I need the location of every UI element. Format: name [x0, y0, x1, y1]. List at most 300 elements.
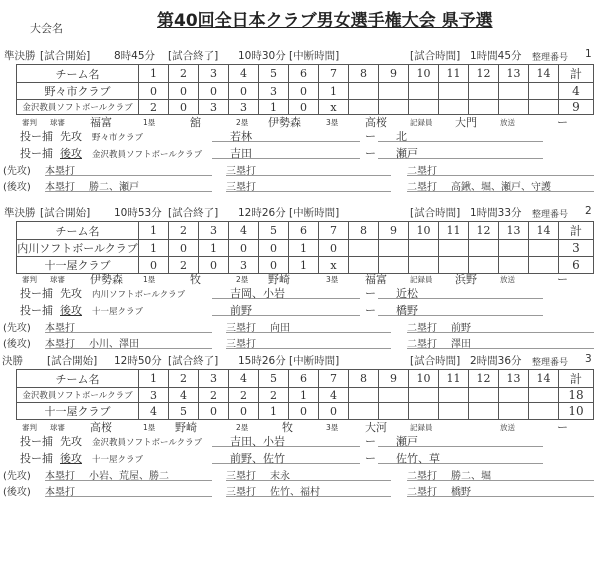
side-paren-label: (後攻) — [3, 487, 31, 498]
triple-label: 三塁打 — [226, 166, 256, 177]
first-base-umpire: 牧 — [190, 273, 201, 286]
double-players: 澤田 — [451, 339, 471, 350]
home-run-label: 本塁打 — [45, 471, 75, 482]
inning-header: 11 — [439, 370, 469, 388]
inning-header: 4 — [229, 222, 259, 240]
inning-score: 1 — [289, 388, 319, 403]
battery-team-name: 内川ソフトボールクラブ — [92, 290, 186, 300]
inning-score — [529, 100, 559, 115]
triple-players: 向田 — [270, 323, 290, 334]
inning-header: 7 — [319, 222, 349, 240]
triple-players: 佐竹、福村 — [270, 487, 320, 498]
battery-dash: ー — [365, 130, 376, 143]
inning-score: 0 — [169, 83, 199, 100]
start-time: 8時45分 — [114, 50, 156, 62]
page-title: 第40回全日本クラブ男女選手権大会 県予選 — [157, 11, 493, 31]
first-base-label: 1塁 — [143, 118, 156, 127]
inning-score — [439, 240, 469, 257]
inning-header: 1 — [139, 370, 169, 388]
scoreboard-table — [16, 221, 594, 274]
inning-header: 6 — [289, 65, 319, 83]
plate-umpire: 高桜 — [90, 421, 112, 434]
home-run-label-field — [45, 178, 212, 192]
double-players: 前野 — [451, 323, 471, 334]
inning-score — [439, 83, 469, 100]
double-field — [407, 319, 594, 333]
inning-score: x — [319, 100, 349, 115]
inning-header: 9 — [379, 222, 409, 240]
inning-score: 0 — [199, 83, 229, 100]
double-label: 二塁打 — [407, 471, 437, 482]
umpire-line — [0, 271, 600, 285]
double-players: 勝二、堀 — [451, 471, 491, 482]
recorder-label: 記録員 — [410, 275, 433, 284]
inning-score: 1 — [199, 240, 229, 257]
double-label: 二塁打 — [407, 166, 437, 177]
pitchers-field: 吉田 — [212, 145, 360, 159]
pitchers-field: 若林 — [212, 128, 360, 142]
inning-score — [439, 100, 469, 115]
inning-score: x — [319, 257, 349, 274]
inning-header: 8 — [349, 370, 379, 388]
inning-score — [529, 240, 559, 257]
home-run-players: 小川、澤田 — [89, 339, 139, 350]
inning-score: 0 — [169, 100, 199, 115]
inning-score — [349, 403, 379, 420]
hits-line — [0, 335, 600, 350]
break-label: [中断時間] — [289, 207, 340, 219]
home-run-label-field — [45, 162, 212, 176]
double-label: 二塁打 — [407, 339, 437, 350]
team-total: 9 — [559, 100, 594, 115]
battery-side-label: 後攻 — [60, 304, 82, 317]
scoreboard-table — [16, 369, 594, 420]
inning-score: 1 — [289, 240, 319, 257]
inning-score: 0 — [199, 257, 229, 274]
inning-header: 4 — [229, 65, 259, 83]
double-field — [407, 335, 594, 349]
scoreboard-table — [16, 64, 594, 115]
battery-team-name: 十一屋クラブ — [92, 307, 144, 317]
inning-score: 0 — [229, 83, 259, 100]
broadcast-name: ー — [557, 116, 568, 129]
start-time: 12時50分 — [114, 355, 162, 367]
double-label: 二塁打 — [407, 323, 437, 334]
home-run-label: 本塁打 — [45, 487, 75, 498]
home-run-label-field — [45, 319, 212, 333]
home-run-label-field — [45, 467, 212, 481]
inning-score — [349, 388, 379, 403]
team-total: 18 — [559, 388, 594, 403]
inning-header: 14 — [529, 222, 559, 240]
team-name: 野々市クラブ — [17, 83, 139, 100]
third-base-label: 3塁 — [326, 118, 339, 127]
inning-score: 2 — [199, 388, 229, 403]
battery-line-top — [0, 128, 600, 144]
break-label: [中断時間] — [289, 50, 340, 62]
first-base-label: 1塁 — [143, 423, 156, 432]
seq-label: 整理番号 — [532, 358, 569, 368]
team-name: 金沢教員ソフトボールクラブ — [17, 100, 139, 115]
inning-score: 0 — [139, 257, 169, 274]
battery-side-label: 後攻 — [60, 452, 82, 465]
inning-header: 5 — [259, 65, 289, 83]
pitchers-field: 吉岡、小岩 — [212, 285, 360, 299]
inning-score — [409, 83, 439, 100]
inning-score: 1 — [289, 257, 319, 274]
third-base-umpire: 福富 — [365, 273, 387, 286]
inning-header: 9 — [379, 65, 409, 83]
inning-score: 0 — [259, 240, 289, 257]
battery-dash: ー — [365, 435, 376, 448]
inning-score: 0 — [289, 100, 319, 115]
inning-score: 0 — [229, 240, 259, 257]
recorder-name: 大門 — [455, 116, 477, 129]
inning-header: 4 — [229, 370, 259, 388]
broadcast-label: 放送 — [500, 275, 515, 284]
team-name-header: チーム名 — [17, 222, 139, 240]
battery-side-label: 先攻 — [60, 435, 82, 448]
double-players: 橋野 — [451, 487, 471, 498]
inning-score: 3 — [229, 257, 259, 274]
hits-line — [0, 467, 600, 482]
team-name: 内川ソフトボールクラブ — [17, 240, 139, 257]
inning-header: 7 — [319, 370, 349, 388]
inning-header: 10 — [409, 222, 439, 240]
second-base-label: 2塁 — [236, 118, 249, 127]
inning-header: 2 — [169, 370, 199, 388]
broadcast-label: 放送 — [500, 118, 515, 127]
inning-score — [499, 100, 529, 115]
triple-field — [226, 483, 391, 497]
double-field — [407, 483, 594, 497]
game-info-line — [2, 205, 600, 219]
home-run-label: 本塁打 — [45, 182, 75, 193]
end-label: [試合終了] — [168, 50, 219, 62]
inning-score: 5 — [169, 403, 199, 420]
battery-dash: ー — [365, 287, 376, 300]
triple-field — [226, 162, 391, 176]
total-header: 計 — [559, 222, 594, 240]
inning-header: 3 — [199, 222, 229, 240]
triple-field — [226, 178, 391, 192]
inning-score: 2 — [139, 100, 169, 115]
inning-score — [469, 403, 499, 420]
game-block — [0, 353, 600, 503]
start-time: 10時53分 — [114, 207, 162, 219]
double-players: 高鍬、堀、瀬戸、守護 — [451, 182, 551, 193]
inning-header: 5 — [259, 370, 289, 388]
battery-line-top — [0, 285, 600, 301]
inning-header: 8 — [349, 222, 379, 240]
duration-label: [試合時間] — [410, 50, 461, 62]
inning-score: 2 — [229, 388, 259, 403]
duration-value: 1時間45分 — [470, 50, 522, 62]
team-score-row — [17, 403, 594, 420]
end-label: [試合終了] — [168, 355, 219, 367]
triple-players: 末永 — [270, 471, 290, 482]
inning-header: 6 — [289, 370, 319, 388]
end-label: [試合終了] — [168, 207, 219, 219]
third-base-label: 3塁 — [326, 275, 339, 284]
battery-label: 投ー捕 — [20, 452, 53, 465]
end-time: 10時30分 — [238, 50, 286, 62]
inning-score: 0 — [229, 403, 259, 420]
first-base-umpire: 野崎 — [175, 421, 197, 434]
inning-score: 3 — [229, 100, 259, 115]
team-score-row — [17, 100, 594, 115]
plate-label: 球審 — [50, 275, 65, 284]
end-time: 15時26分 — [238, 355, 286, 367]
inning-score — [499, 240, 529, 257]
inning-header: 12 — [469, 65, 499, 83]
inning-header: 10 — [409, 65, 439, 83]
start-label: [試合開始] — [47, 355, 98, 367]
inning-header: 2 — [169, 222, 199, 240]
inning-score — [379, 100, 409, 115]
inning-score — [469, 100, 499, 115]
hits-line — [0, 319, 600, 334]
scoreboard-header-row — [17, 65, 594, 83]
pitchers-field: 前野 — [212, 302, 360, 316]
battery-dash: ー — [365, 147, 376, 160]
umpire-label: 審判 — [22, 423, 37, 432]
inning-header: 6 — [289, 222, 319, 240]
battery-label: 投ー捕 — [20, 304, 53, 317]
duration-value: 2時間36分 — [470, 355, 522, 367]
team-name: 金沢教員ソフトボールクラブ — [17, 388, 139, 403]
triple-label: 三塁打 — [226, 487, 256, 498]
inning-score — [349, 100, 379, 115]
hits-line — [0, 162, 600, 177]
seq-label: 整理番号 — [532, 53, 569, 63]
pitchers-field: 吉田、小岩 — [212, 433, 360, 447]
seq-number: 1 — [585, 48, 592, 60]
start-label: [試合開始] — [40, 50, 91, 62]
home-run-label-field — [45, 335, 212, 349]
battery-line-bottom — [0, 450, 600, 466]
team-name: 十一屋クラブ — [17, 257, 139, 274]
triple-field — [226, 335, 391, 349]
inning-score — [499, 388, 529, 403]
second-base-label: 2塁 — [236, 275, 249, 284]
battery-team-name: 金沢教員ソフトボールクラブ — [92, 150, 203, 160]
start-label: [試合開始] — [40, 207, 91, 219]
catchers-field: 近松 — [378, 285, 543, 299]
first-base-label: 1塁 — [143, 275, 156, 284]
inning-header: 14 — [529, 370, 559, 388]
seq-number: 2 — [585, 205, 592, 217]
inning-score: 4 — [139, 403, 169, 420]
inning-score — [439, 403, 469, 420]
umpire-label: 審判 — [22, 275, 37, 284]
battery-side-label: 後攻 — [60, 147, 82, 160]
inning-header: 11 — [439, 65, 469, 83]
double-label: 二塁打 — [407, 182, 437, 193]
team-score-row — [17, 388, 594, 403]
catchers-field: 瀬戸 — [378, 433, 543, 447]
inning-score: 3 — [259, 83, 289, 100]
inning-score — [529, 388, 559, 403]
triple-label: 三塁打 — [226, 339, 256, 350]
game-block — [0, 205, 600, 355]
inning-header: 12 — [469, 222, 499, 240]
battery-label: 投ー捕 — [20, 287, 53, 300]
team-score-row — [17, 83, 594, 100]
inning-header: 13 — [499, 65, 529, 83]
catchers-field: 佐竹、草 — [378, 450, 543, 464]
broadcast-name: ー — [557, 273, 568, 286]
inning-score: 1 — [259, 403, 289, 420]
second-base-umpire: 伊勢森 — [268, 116, 301, 129]
battery-side-label: 先攻 — [60, 287, 82, 300]
inning-score — [349, 83, 379, 100]
triple-field — [226, 467, 391, 481]
battery-line-top — [0, 433, 600, 449]
catchers-field: 橋野 — [378, 302, 543, 316]
inning-header: 7 — [319, 65, 349, 83]
duration-label: [試合時間] — [410, 355, 461, 367]
inning-score — [409, 100, 439, 115]
recorder-label: 記録員 — [410, 423, 433, 432]
second-base-umpire: 野崎 — [268, 273, 290, 286]
inning-header: 3 — [199, 65, 229, 83]
inning-score — [409, 240, 439, 257]
inning-header: 8 — [349, 65, 379, 83]
home-run-label: 本塁打 — [45, 339, 75, 350]
double-label: 二塁打 — [407, 487, 437, 498]
third-base-umpire: 高桜 — [365, 116, 387, 129]
team-name-header: チーム名 — [17, 370, 139, 388]
inning-header: 1 — [139, 222, 169, 240]
battery-team-name: 金沢教員ソフトボールクラブ — [92, 438, 203, 448]
inning-score — [529, 83, 559, 100]
inning-score: 2 — [169, 257, 199, 274]
hits-line — [0, 178, 600, 193]
meet-name-label: 大会名 — [30, 22, 63, 35]
recorder-name: 浜野 — [455, 273, 477, 286]
second-base-label: 2塁 — [236, 423, 249, 432]
inning-score: 3 — [199, 100, 229, 115]
inning-score: 0 — [199, 403, 229, 420]
home-run-label-field — [45, 483, 212, 497]
team-name: 十一屋クラブ — [17, 403, 139, 420]
home-run-label: 本塁打 — [45, 323, 75, 334]
inning-score — [529, 403, 559, 420]
hits-line — [0, 483, 600, 498]
inning-header: 12 — [469, 370, 499, 388]
inning-score: 4 — [169, 388, 199, 403]
game-info-line — [2, 48, 600, 62]
broadcast-name: ー — [557, 421, 568, 434]
broadcast-label: 放送 — [500, 423, 515, 432]
plate-label: 球審 — [50, 423, 65, 432]
triple-label: 三塁打 — [226, 471, 256, 482]
triple-field — [226, 319, 391, 333]
inning-header: 13 — [499, 222, 529, 240]
battery-dash: ー — [365, 304, 376, 317]
inning-score: 0 — [169, 240, 199, 257]
inning-score — [379, 83, 409, 100]
plate-umpire: 福富 — [90, 116, 112, 129]
triple-label: 三塁打 — [226, 323, 256, 334]
inning-score — [409, 403, 439, 420]
inning-score: 4 — [319, 388, 349, 403]
scoreboard-header-row — [17, 370, 594, 388]
battery-line-bottom — [0, 145, 600, 161]
scoreboard-header-row — [17, 222, 594, 240]
inning-score: 0 — [289, 83, 319, 100]
team-name-header: チーム名 — [17, 65, 139, 83]
battery-team-name: 野々市クラブ — [92, 133, 144, 143]
inning-score — [499, 83, 529, 100]
inning-score — [379, 388, 409, 403]
battery-label: 投ー捕 — [20, 147, 53, 160]
plate-umpire: 伊勢森 — [90, 273, 123, 286]
battery-line-bottom — [0, 302, 600, 318]
battery-label: 投ー捕 — [20, 130, 53, 143]
round-label: 決勝 — [2, 355, 23, 367]
inning-header: 3 — [199, 370, 229, 388]
inning-score: 3 — [139, 388, 169, 403]
total-header: 計 — [559, 370, 594, 388]
inning-header: 10 — [409, 370, 439, 388]
inning-score: 2 — [259, 388, 289, 403]
side-paren-label: (後攻) — [3, 339, 31, 350]
inning-score: 0 — [289, 403, 319, 420]
battery-side-label: 先攻 — [60, 130, 82, 143]
umpire-label: 審判 — [22, 118, 37, 127]
end-time: 12時26分 — [238, 207, 286, 219]
inning-header: 5 — [259, 222, 289, 240]
triple-label: 三塁打 — [226, 182, 256, 193]
double-field — [407, 178, 594, 192]
third-base-umpire: 大河 — [365, 421, 387, 434]
home-run-label: 本塁打 — [45, 166, 75, 177]
inning-score: 1 — [319, 83, 349, 100]
umpire-line — [0, 114, 600, 128]
team-total: 3 — [559, 240, 594, 257]
double-field — [407, 467, 594, 481]
side-paren-label: (先攻) — [3, 323, 31, 334]
round-label: 準決勝 — [4, 50, 36, 62]
inning-header: 9 — [379, 370, 409, 388]
inning-header: 14 — [529, 65, 559, 83]
catchers-field: 北 — [378, 128, 543, 142]
side-paren-label: (先攻) — [3, 471, 31, 482]
seq-label: 整理番号 — [532, 210, 569, 220]
duration-value: 1時間33分 — [470, 207, 522, 219]
double-field — [407, 162, 594, 176]
inning-score — [499, 403, 529, 420]
inning-score: 0 — [259, 257, 289, 274]
team-total: 6 — [559, 257, 594, 274]
side-paren-label: (先攻) — [3, 166, 31, 177]
inning-header: 13 — [499, 370, 529, 388]
round-label: 準決勝 — [4, 207, 36, 219]
side-paren-label: (後攻) — [3, 182, 31, 193]
inning-score — [469, 388, 499, 403]
team-total: 4 — [559, 83, 594, 100]
home-run-players: 小岩、荒屋、勝二 — [89, 471, 169, 482]
inning-header: 1 — [139, 65, 169, 83]
inning-score — [469, 83, 499, 100]
inning-score — [409, 388, 439, 403]
plate-label: 球審 — [50, 118, 65, 127]
inning-score — [349, 240, 379, 257]
recorder-label: 記録員 — [410, 118, 433, 127]
inning-header: 11 — [439, 222, 469, 240]
